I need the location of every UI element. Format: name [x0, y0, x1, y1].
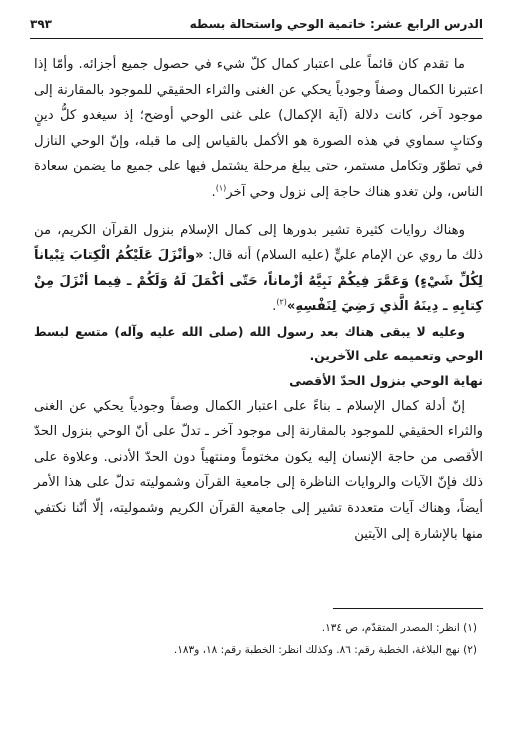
paragraph-2: وهناك روايات كثيرة تشير بدورها إلى كمال الإسلام بنزول القرآن الكريم، من ذلك ما روي عن الإمام عليٍّ (عليه السلام) أنه قال: «وأنْزَلَ عَلَيْكُمُ الْكِتابَ تِبْياناً لِكُلِّ شَيْءٍ) وَعَمَّرَ فِيكُمْ نَبِيَّهُ أزْماناً، حَتّى أكْمَلَ لَهُ وَلَكُمْ ـ فِيما أنْزَلَ مِنْ كِتابِهِ ـ دِينَهُ الَّذي رَضِيَ لِنَفْسِهِ»$^{(٢)}$. [34, 222, 483, 315]
running-header [30, 14, 483, 34]
page-number: ٣٩٣ [30, 17, 52, 31]
footnote-ref-2: (٢) [276, 297, 287, 307]
body-text [34, 52, 483, 547]
section-heading: نهاية الوحي بنزول الحدّ الأقصى [289, 372, 483, 388]
footnote-rule [333, 608, 483, 609]
paragraph-4: إنّ أدلة كمال الإسلام ـ بناءً على اعتبار الكمال وصفاً وجودياً يحكي عن الغنى والثراء الحقيقي للموجود بالمقارنة إلى موجود آخر ـ تدلّ على أنّ الوحي بنزول الحدّ الأقصى من حاجة الإنسان إليه يكون مختوماً ومنتهياً دون الحدّ الأدنى. وعلاوة على ذلك فإنّ الآيات والروايات الناظرة إلى جامعية القرآن وشموليته تدلّ على هذا الأمر أيضاً، وهناك آيات متعددة تشير إلى جامعية القرآن الكريم وشموليته، إلّا أنّنا نكتفي منها بالإشارة إلى الآيتين [34, 398, 483, 542]
hadith-quote: «وأنْزَلَ عَلَيْكُمُ الْكِتابَ تِبْياناً لِكُلِّ شَيْءٍ) وَعَمَّرَ فِيكُمْ نَبِيَّهُ أزْماناً، حَتّى أكْمَلَ لَهُ وَلَكُمْ ـ فِيما أنْزَلَ مِنْ كِتابِهِ ـ دِينَهُ الَّذي رَضِيَ لِنَفْسِهِ» [34, 248, 483, 315]
footnote-1: (١) انظر: المصدر المتقدّم، ص ١٣٤. [321, 622, 477, 634]
footnotes [34, 617, 477, 661]
footnote-ref-1: (١) [215, 183, 227, 193]
header-rule [30, 38, 483, 39]
running-title: الدرس الرابع عشر: خاتمية الوحي واستحالة بسطه [189, 17, 483, 31]
paragraph-gap [34, 206, 483, 218]
paragraph-3: وعليه لا يبقى هناك بعد رسول الله (صلى الله عليه وآله) متسع لبسط الوحي وتعميمه على الآخرين. [34, 324, 483, 363]
paragraph-1-text: ما تقدم كان قائماً على اعتبار كمال كلّ شيء في حصول جميع أجزائه. وأمّا إذا اعتبرنا الكمال وصفاً وجودياً يحكي عن الغنى والثراء الحقيقي للموجود بالمقارنة إلى موجود آخر، كانت دلالة (آية الإكمال) على غنى الوحي أوضح؛ إذ سيغدو كلُّ دينٍ وكتابٍ سماوي في هذه الصورة هو الأكمل بالقياس إلى ما قبله، وإنّ الوحي النازل في تطوّر وتكامل مستمر، حتى يبلغ مرحلة يشتمل فيها على جميع ما يضمن سعادة الناس، ولن تغدو هناك حاجة إلى نزول وحي آخر [34, 57, 483, 200]
paragraph-1: ما تقدم كان قائماً على اعتبار كمال كلّ شيء في حصول جميع أجزائه. وأمّا إذا اعتبرنا الكمال وصفاً وجودياً يحكي عن الغنى والثراء الحقيقي للموجود بالمقارنة إلى موجود آخر، كانت دلالة (آية الإكمال) على غنى الوحي أوضح؛ إذ سيغدو كلُّ دينٍ وكتابٍ سماوي في هذه الصورة هو الأكمل بالقياس إلى ما قبله، وإنّ الوحي النازل في تطوّر وتكامل مستمر، حتى يبلغ مرحلة يشتمل فيها على جميع ما يضمن سعادة الناس، ولن تغدو هناك حاجة إلى نزول وحي آخر$^{(١)}$. [34, 57, 483, 200]
footnote-2: (٢) نهج البلاغة، الخطبة رقم: ٨٦. وكذلك انظر: الخطبة رقم: ١٨، و١٨٣. [173, 644, 477, 656]
paragraph-2-intro: وهناك روايات كثيرة تشير بدورها إلى كمال الإسلام بنزول القرآن الكريم، من ذلك ما روي عن الإمام عليٍّ (عليه السلام) أنه قال: [34, 222, 483, 264]
